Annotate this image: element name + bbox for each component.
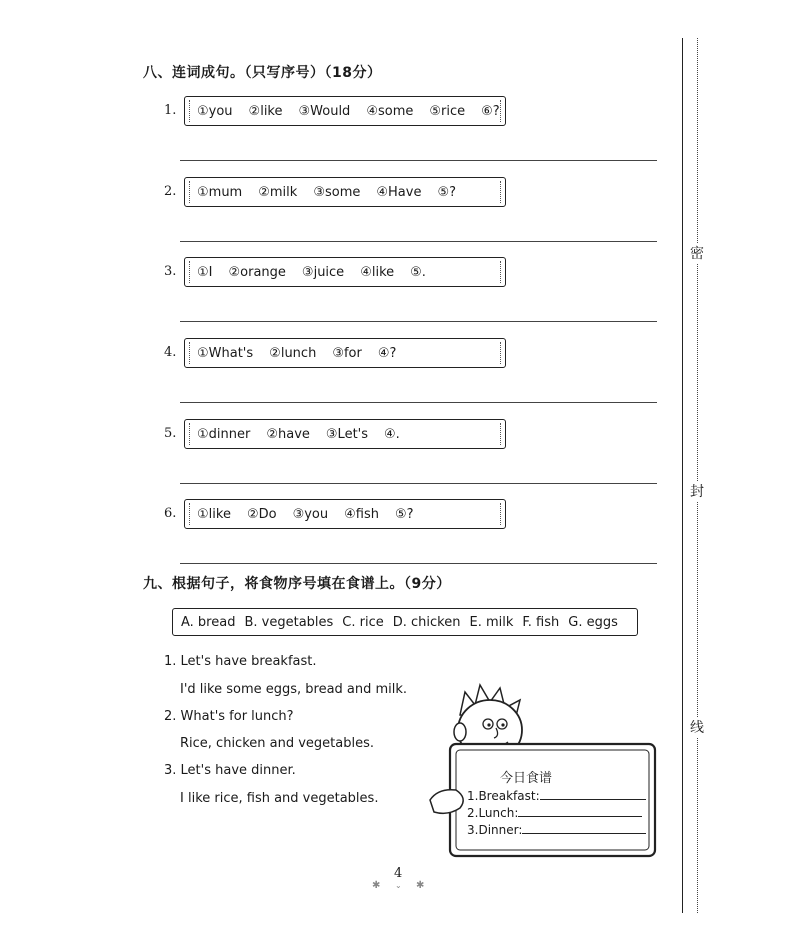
answer-line-q2[interactable] bbox=[180, 241, 657, 242]
word: ⑤rice bbox=[429, 103, 466, 119]
binding-line-solid bbox=[682, 38, 683, 913]
margin-char-mi: 密 bbox=[690, 243, 704, 263]
word: ①you bbox=[197, 103, 233, 119]
food-option: G. eggs bbox=[568, 614, 618, 630]
section-8-title: 八、连词成句。（只写序号）（18分） bbox=[143, 65, 382, 81]
word: ②lunch bbox=[269, 345, 317, 361]
menu-line-breakfast bbox=[467, 789, 646, 803]
word: ④? bbox=[377, 345, 397, 361]
word: ①mum bbox=[197, 184, 243, 200]
food-options-box bbox=[172, 608, 638, 636]
food-option: B. vegetables bbox=[244, 614, 334, 630]
page-number: 4 bbox=[394, 866, 403, 881]
word: ③Would bbox=[298, 103, 351, 119]
answer-line-q3[interactable] bbox=[180, 321, 657, 322]
word: ②Do bbox=[246, 506, 277, 522]
margin-char-xian: 线 bbox=[690, 717, 704, 737]
word: ②like bbox=[248, 103, 283, 119]
food-option: D. chicken bbox=[392, 614, 461, 630]
word: ③you bbox=[292, 506, 329, 522]
answer-line-q6[interactable] bbox=[180, 563, 657, 564]
word: ①like bbox=[197, 506, 231, 522]
dialogue-prompt-3: 3. Let's have dinner. bbox=[164, 763, 296, 778]
svg-text:✱: ✱ bbox=[372, 880, 381, 890]
margin-char-feng: 封 bbox=[690, 481, 704, 501]
svg-text:⌄: ⌄ bbox=[395, 881, 402, 890]
menu-title: 今日食谱 bbox=[500, 771, 553, 786]
answer-line-q4[interactable] bbox=[180, 402, 657, 403]
word: ⑤? bbox=[394, 506, 414, 522]
word: ①dinner bbox=[197, 426, 251, 442]
word: ④fish bbox=[344, 506, 379, 522]
word-box-q5 bbox=[184, 419, 506, 449]
dialogue-prompt-2: 2. What's for lunch? bbox=[164, 709, 294, 724]
word-box-q4 bbox=[184, 338, 506, 368]
answer-line-q1[interactable] bbox=[180, 160, 657, 161]
word: ④Have bbox=[376, 184, 422, 200]
word-box-q3 bbox=[184, 257, 506, 287]
word: ④. bbox=[384, 426, 400, 442]
word-box-q6 bbox=[184, 499, 506, 529]
menu-blank[interactable] bbox=[518, 816, 642, 817]
food-option: F. fish bbox=[522, 614, 560, 630]
word: ⑤? bbox=[437, 184, 457, 200]
word: ④some bbox=[366, 103, 414, 119]
word-box-q1 bbox=[184, 96, 506, 126]
dialogue-reply-1: I'd like some eggs, bread and milk. bbox=[180, 682, 408, 697]
menu-label: 1.Breakfast: bbox=[467, 789, 540, 803]
question-number: 3. bbox=[164, 264, 177, 279]
dialogue-reply-3: I like rice, fish and vegetables. bbox=[180, 791, 379, 806]
menu-line-lunch bbox=[467, 806, 642, 820]
word: ②have bbox=[266, 426, 310, 442]
word-box-q2 bbox=[184, 177, 506, 207]
dialogue-prompt-1: 1. Let's have breakfast. bbox=[164, 654, 317, 669]
word: ③juice bbox=[301, 264, 345, 280]
word: ②orange bbox=[228, 264, 286, 280]
menu-line-dinner bbox=[467, 823, 646, 837]
food-option: C. rice bbox=[342, 614, 384, 630]
svg-text:✱: ✱ bbox=[416, 880, 425, 890]
word: ③Let's bbox=[325, 426, 369, 442]
word: ④like bbox=[360, 264, 395, 280]
question-number: 5. bbox=[164, 426, 177, 441]
menu-label: 3.Dinner: bbox=[467, 823, 523, 837]
word: ①What's bbox=[197, 345, 254, 361]
food-option: E. milk bbox=[469, 614, 514, 630]
dialogue-reply-2: Rice, chicken and vegetables. bbox=[180, 736, 374, 751]
word: ①I bbox=[197, 264, 213, 280]
section-9-title: 九、根据句子，将食物序号填在食谱上。（9分） bbox=[143, 576, 451, 592]
word: ③for bbox=[332, 345, 362, 361]
page-ornament-icon bbox=[370, 878, 430, 890]
binding-line-dotted bbox=[697, 38, 698, 913]
menu-blank[interactable] bbox=[540, 799, 646, 800]
menu-label: 2.Lunch: bbox=[467, 806, 519, 820]
question-number: 4. bbox=[164, 345, 177, 360]
word: ③some bbox=[313, 184, 361, 200]
answer-line-q5[interactable] bbox=[180, 483, 657, 484]
word: ②milk bbox=[258, 184, 298, 200]
question-number: 1. bbox=[164, 103, 177, 118]
word: ⑤. bbox=[410, 264, 426, 280]
food-option: A. bread bbox=[181, 614, 236, 630]
question-number: 2. bbox=[164, 184, 177, 199]
question-number: 6. bbox=[164, 506, 177, 521]
word: ⑥? bbox=[481, 103, 500, 119]
menu-blank[interactable] bbox=[522, 833, 646, 834]
